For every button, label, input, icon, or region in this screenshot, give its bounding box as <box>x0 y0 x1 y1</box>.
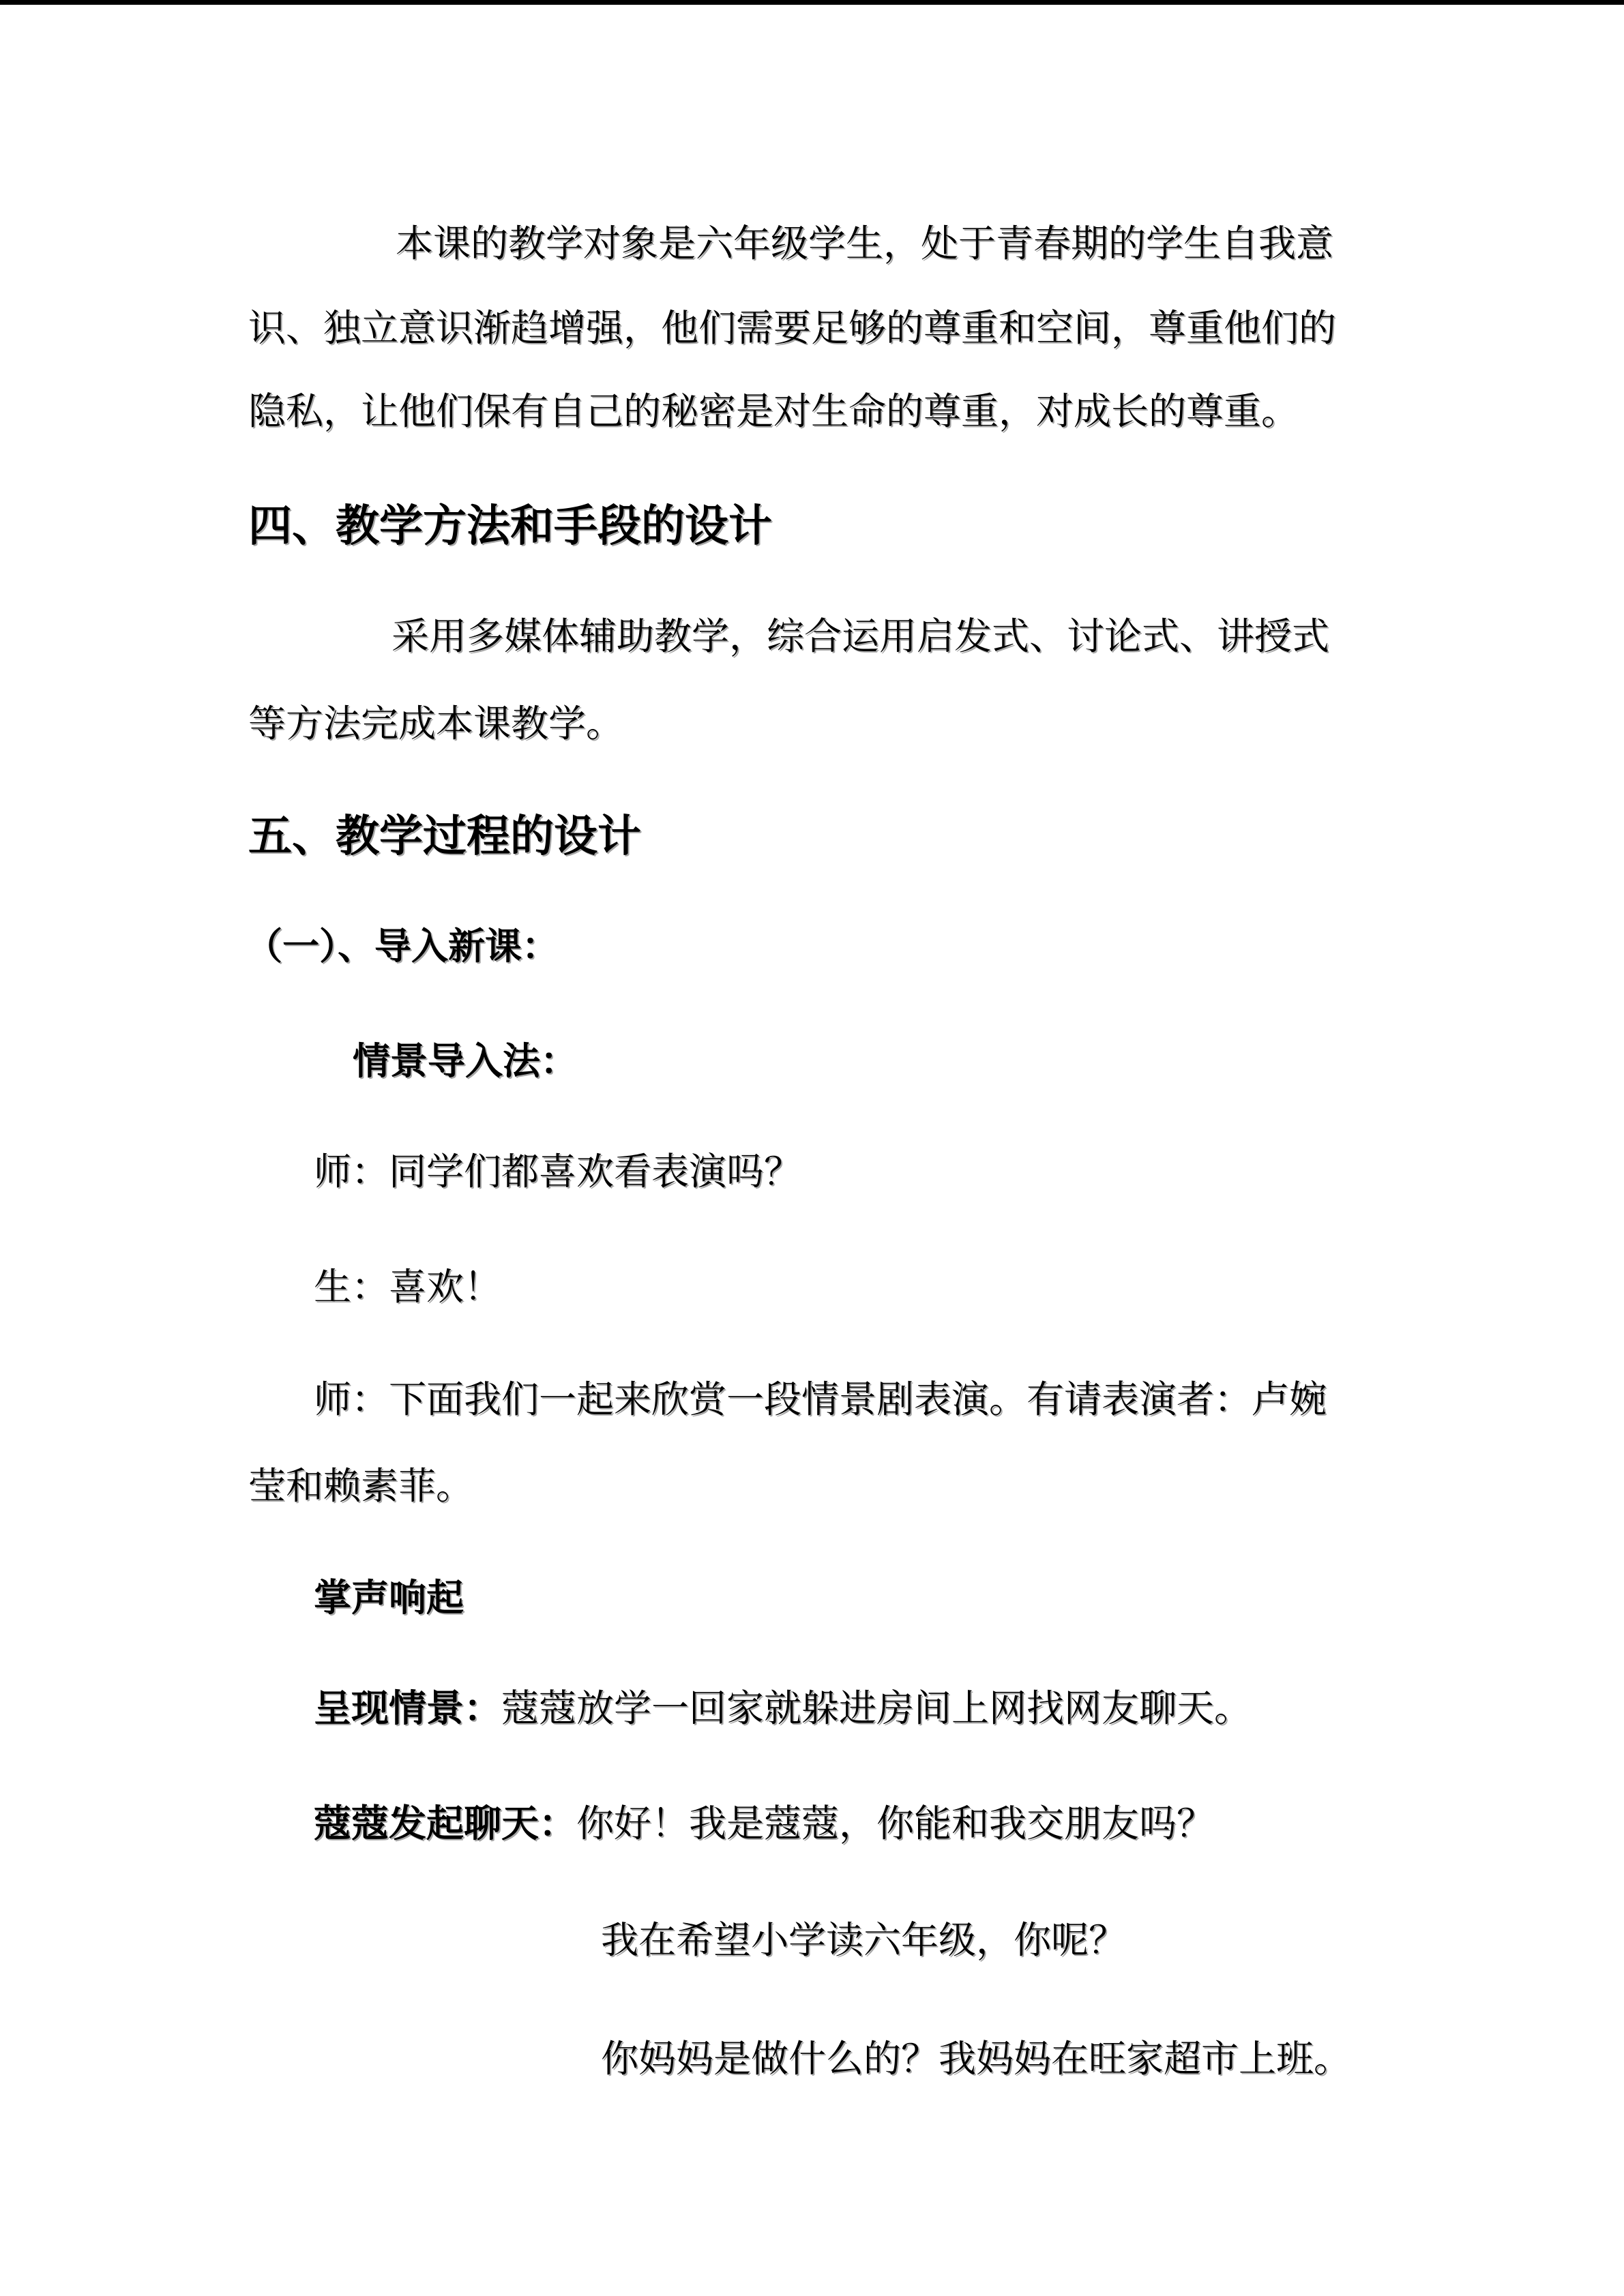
teacher-line-2-continued: 莹和赖素菲。 <box>248 1465 474 1507</box>
teacher-line-1: 师：同学们都喜欢看表演吗？ <box>314 1151 802 1193</box>
koukou-chat-label: 蔻蔻发起聊天： <box>314 1803 577 1845</box>
scene-presentation-label: 呈现情景： <box>314 1688 502 1729</box>
subsection-1-heading: （一）、导入新课： <box>246 926 559 967</box>
koukou-chat-line-1 <box>314 1802 1214 1845</box>
section-4-heading: 四、教学方法和手段的设计 <box>248 502 772 550</box>
student-analysis-line-1: 本课的教学对象是六年级学生，处于青春期的学生自我意 <box>396 223 1334 265</box>
student-analysis-line-3: 隐私，让他们保有自己的秘密是对生命的尊重，对成长的尊重。 <box>248 391 1299 432</box>
student-line-1: 生：喜欢！ <box>314 1266 502 1308</box>
section-5-heading: 五、教学过程的设计 <box>248 812 641 861</box>
applause-note: 掌声响起 <box>314 1577 464 1619</box>
teaching-methods-line-1: 采用多媒体辅助教学，综合运用启发式、讨论式、讲授式 <box>392 616 1330 657</box>
scenario-intro-method-label: 情景导入法： <box>353 1041 578 1082</box>
page-top-border <box>0 0 1624 5</box>
teaching-methods-line-2: 等方法完成本课教学。 <box>248 703 624 745</box>
scene-presentation-line <box>314 1687 1252 1730</box>
teacher-line-2: 师：下面我们一起来欣赏一段情景剧表演。有请表演者：卢婉 <box>314 1379 1327 1420</box>
koukou-chat-line-3: 你妈妈是做什么的？我妈妈在旺家超市上班。 <box>601 2038 1352 2080</box>
koukou-chat-line-2: 我在希望小学读六年级，你呢？ <box>601 1920 1127 1961</box>
koukou-chat-text: 你好！我是蔻蔻，你能和我交朋友吗？ <box>576 1803 1215 1845</box>
student-analysis-line-2: 识、独立意识渐趋增强，他们需要足够的尊重和空间，尊重他们的 <box>248 308 1337 349</box>
scene-presentation-text: 蔻蔻放学一回家就躲进房间上网找网友聊天。 <box>501 1688 1252 1729</box>
